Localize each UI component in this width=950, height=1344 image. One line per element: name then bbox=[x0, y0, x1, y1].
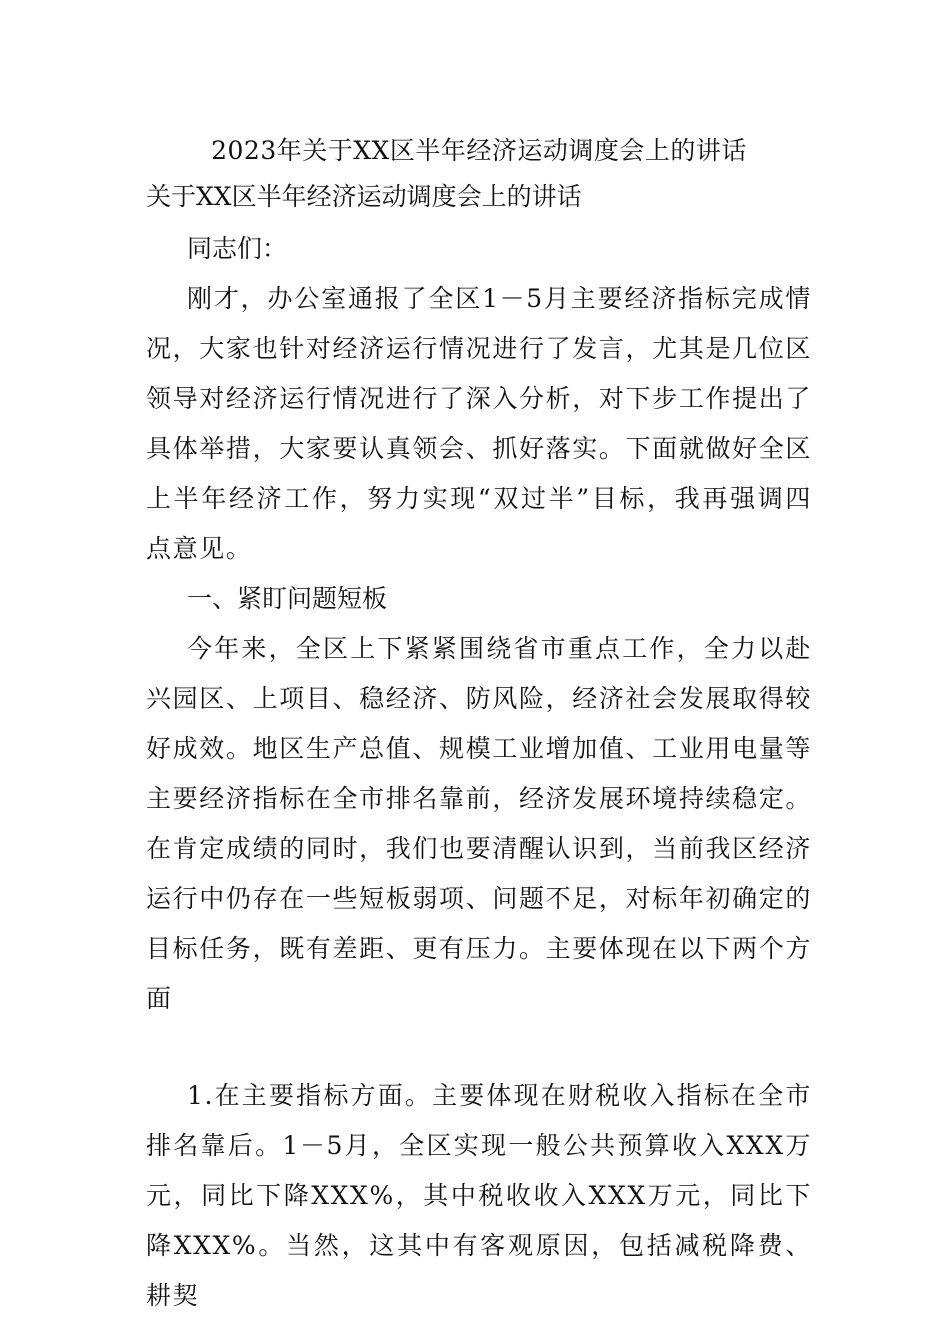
document-title: 2023年关于XX区半年经济运动调度会上的讲话 bbox=[211, 136, 747, 165]
section-heading-1: 一、紧盯问题短板 bbox=[187, 584, 388, 613]
paragraph-main-indicators: 1.在主要指标方面。主要体现在财税收入指标在全市排名靠后。1－5月，全区实现一般公共预算收入XXX万元，同比下降XXX%，其中税收收入XXX万元，同比下降XXX%。当然，这其中有客观原因，包括减税降费、耕契 bbox=[146, 1081, 812, 1310]
document-subtitle: 关于XX区半年经济运动调度会上的讲话 bbox=[146, 182, 582, 211]
document-body bbox=[146, 128, 812, 1321]
paragraph-overview: 今年来，全区上下紧紧围绕省市重点工作，全力以赴兴园区、上项目、稳经济、防风险，经济社会发展取得较好成效。地区生产总值、规模工业增加值、工业用电量等主要经济指标在全市排名靠前，经济发展环境持续稳定。在肯定成绩的同时，我们也要清醒认识到，当前我区经济运行中仍存在一些短板弱项、问题不足，对标年初确定的目标任务，既有差距、更有压力。主要体现在以下两个方面 bbox=[146, 634, 812, 1013]
salutation: 同志们： bbox=[187, 234, 288, 263]
paragraph-opening: 刚才，办公室通报了全区1－5月主要经济指标完成情况，大家也针对经济运行情况进行了发言，尤其是几位区领导对经济运行情况进行了深入分析，对下步工作提出了具体举措，大家要认真领会、抓好落实。下面就做好全区上半年经济工作，努力实现“双过半”目标，我再强调四点意见。 bbox=[146, 284, 812, 563]
paragraph-spacer bbox=[146, 1024, 812, 1071]
